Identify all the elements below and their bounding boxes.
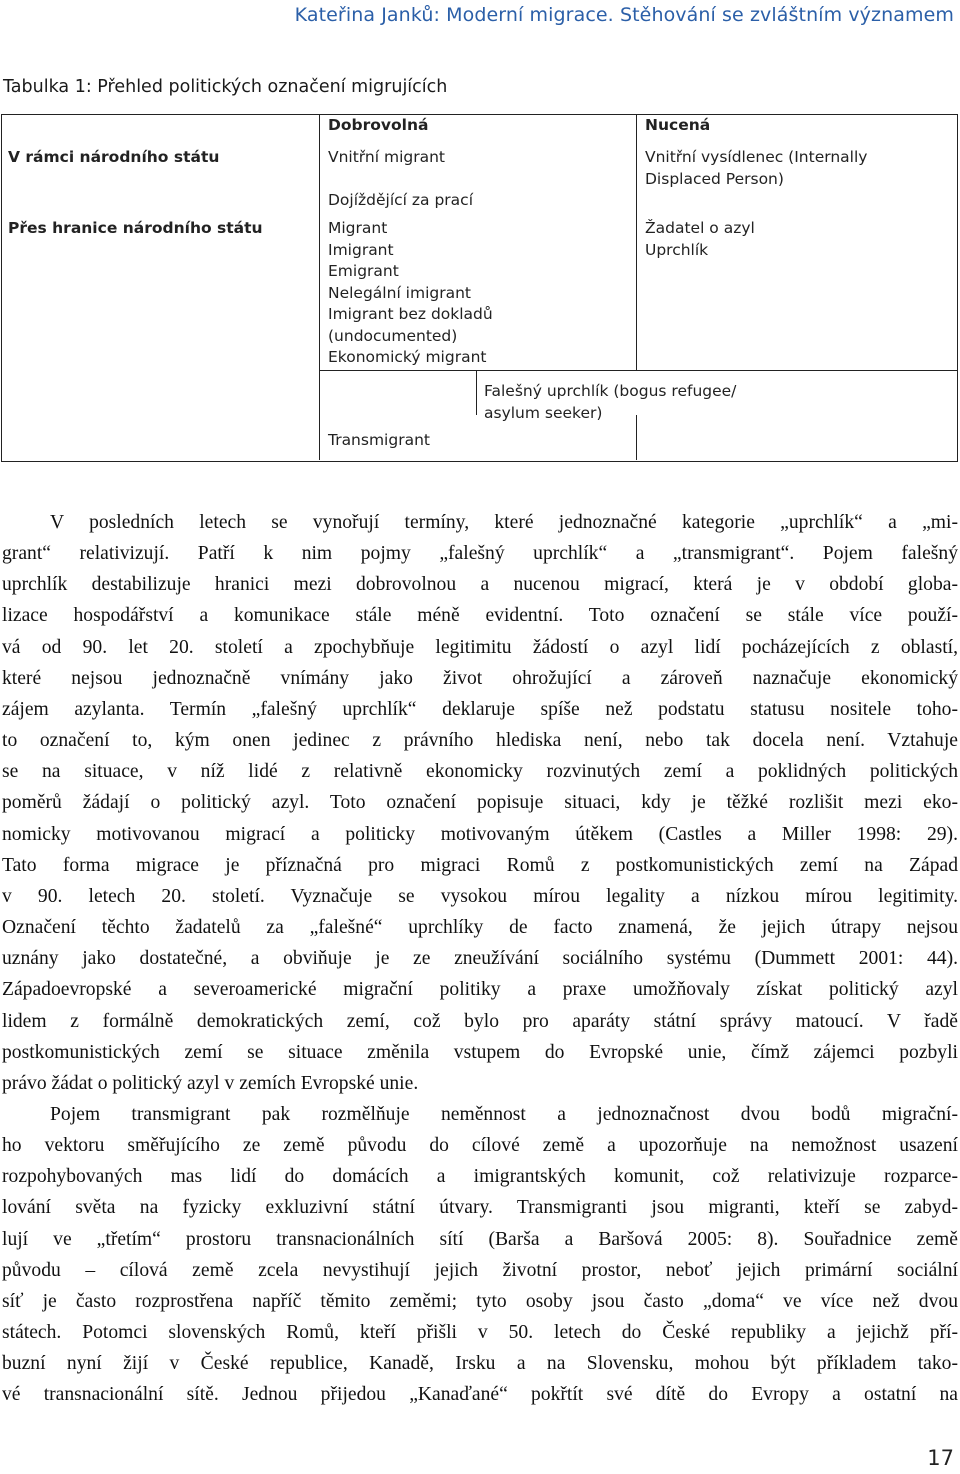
table-divider-first-col: [319, 115, 320, 460]
cell-voluntary-across: Migrant Imigrant Emigrant Nelegální imigrant Imigrant bez dokladů (undocumented) Ekonomický migrant: [328, 219, 493, 366]
text-line: lizace hospodářství a komunikace stále méně evidentní. Toto označení se stále více použí-: [2, 605, 958, 627]
cell-internal-migrant: Vnitřní migrant: [328, 148, 445, 166]
text-line: buzní nyní žijí v České republice, Kanadě, Irsku a na Slovensku, mohou být příkladem tako-: [2, 1353, 958, 1375]
text-line: lování světa na fyzicky exkluzivní státní útvary. Transmigranti jsou migranti, kteří se zabyd-: [2, 1197, 958, 1219]
table-divider-lower-band: [319, 370, 957, 371]
text-line: ho vektoru směřujícího ze země původu do cílové země a upozorňuje na nemožnost usazení: [2, 1135, 958, 1157]
text-line: Označení těchto žadatelů za „falešné“ uprchlíky de facto znamená, že jejich útrapy nejsou: [2, 917, 958, 939]
column-header-voluntary: Dobrovolná: [328, 116, 429, 134]
cell-forced-across: Žadatel o azyl Uprchlík: [645, 219, 755, 259]
body-text: [2, 507, 958, 1411]
text-line: v 90. letech 20. století. Vyznačuje se vysokou mírou legality a nízkou mírou legitimity.: [2, 885, 958, 907]
text-line: to označení to, kým onen jedinec z právního hlediska není, nebo tak docela není. Vztahuje: [2, 730, 958, 752]
table-divider-bogus-left: [476, 370, 477, 415]
text-line: lují ve „třetím“ prostoru transnacionálních sítí (Barša a Baršová 2005: 8). Souřadnice země: [2, 1228, 958, 1250]
text-line: poměrů žádají o politický azyl. Toto označení popisuje situaci, kdy je těžké rozlišit mezi eko-: [2, 792, 958, 814]
table-caption: Tabulka 1: Přehled politických označení migrujících: [3, 77, 448, 97]
text-line: státech. Potomci slovenských Romů, kteří přišli v 50. letech do České republiky a jejichž pří-: [2, 1322, 958, 1344]
text-line: právo žádat o politický azyl v zemích Evropské unie.: [2, 1072, 419, 1094]
text-line: které nejsou jednoznačně vnímány jako život ohrožující a zároveň naznačuje ekonomický: [2, 667, 958, 689]
paragraph-bogus-refugee: [2, 507, 958, 1099]
text-line: V posledních letech se vynořují termíny, které jednoznačné kategorie „uprchlík“ a „mi-: [50, 512, 958, 533]
cell-bogus-refugee: Falešný uprchlík (bogus refugee/ asylum seeker): [484, 382, 737, 422]
cell-commuter: Dojíždějící za prací: [328, 191, 474, 209]
text-line: grant“ relativizují. Patří k nim pojmy „falešný uprchlík“ a „transmigrant“. Pojem falešný: [2, 543, 958, 565]
table-divider-forced-col: [636, 115, 637, 370]
text-line: se na situace, v níž lidé z relativně ekonomicky rozvinutých zemí a poklidných politických: [2, 761, 958, 783]
running-header: Kateřina Janků: Moderní migrace. Stěhování se zvláštním významem: [294, 4, 954, 26]
text-line: zájem azylanta. Termín „falešný uprchlík“ deklaruje spíše než podstatu statusu nositele toho-: [2, 698, 958, 720]
text-line: postkomunistických zemí se situace změnila vstupem do Evropské unie, čímž zájemci pozbyli: [2, 1041, 958, 1063]
text-line: Tato forma migrace je příznačná pro migraci Romů z postkomunistických zemí na Západ: [2, 854, 958, 876]
cell-transmigrant: Transmigrant: [328, 431, 430, 449]
text-line: lidem z formálně demokratických zemí, což bylo pro aparáty státní správy matoucí. V řadě: [2, 1010, 958, 1032]
text-line: vá od 90. let 20. století a zpochybňuje legitimitu žádostí o azyl lidí pocházejících z oblastí,: [2, 636, 958, 658]
migration-labels-table: [1, 114, 958, 462]
cell-internally-displaced: Vnitřní vysídlenec (Internally Displaced Person): [645, 148, 868, 188]
text-line: síť je často rozprostřena napříč těmito zeměmi; tyto osoby jsou často „doma“ ve více než dvou: [2, 1290, 958, 1312]
text-line: Západoevropské a severoamerické migrační politiky a praxe umožňovaly získat politický azyl: [2, 979, 958, 1001]
text-line: uprchlík destabilizuje hranici mezi dobrovolnou a nucenou migrací, která je v období globa-: [2, 574, 958, 596]
text-line: uznány jako dostatečné, a obviňuje je ze zneužívání sociálního systému (Dummett 2001: 44).: [2, 948, 958, 970]
row-header-within-state: V rámci národního státu: [8, 148, 220, 166]
text-line: vé transnacionální sítě. Jednou přijedou „Kanaďané“ pokřtít své dítě do Evropy a ostatní na: [2, 1384, 958, 1406]
paragraph-transmigrant: [2, 1099, 958, 1411]
row-header-across-border: Přes hranice národního státu: [8, 219, 263, 237]
text-line: rozpohybovaných mas lidí do domácích a imigrantských komunit, což relativizuje rozparce-: [2, 1166, 958, 1188]
column-header-forced: Nucená: [645, 116, 711, 134]
text-line: nomicky motivovanou migrací a politicky motivovaným útěkem (Castles a Miller 1998: 29).: [2, 823, 958, 845]
text-line: původu – cílová země zcela nevystihují jejich životní prostor, neboť jejich primární sociální: [2, 1259, 958, 1281]
page-number: 17: [927, 1446, 954, 1470]
text-line: Pojem transmigrant pak rozmělňuje neměnnost a jednoznačnost dvou bodů migrační-: [50, 1103, 958, 1125]
